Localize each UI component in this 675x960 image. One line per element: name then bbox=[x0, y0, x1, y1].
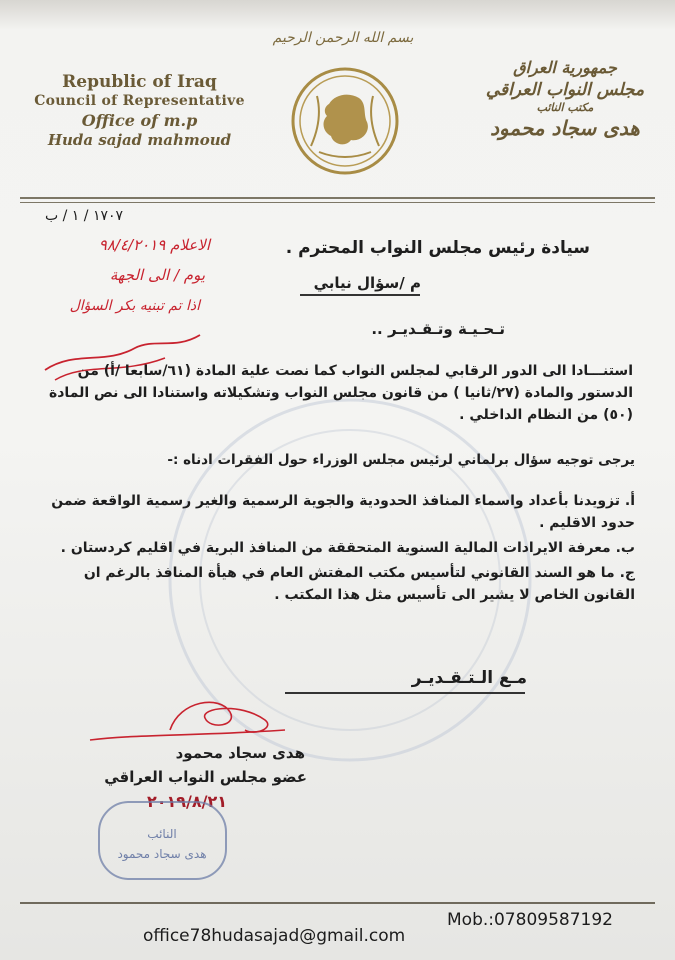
footer-divider bbox=[20, 902, 655, 904]
reference-number: ١٧٠٧ / ١ / ب bbox=[45, 208, 124, 224]
signature-date: ٢٠١٩/٨/٢١ bbox=[146, 792, 227, 811]
annotation-line2: يوم / الى الجهة bbox=[109, 266, 205, 284]
stamp-line2: هدى سجاد محمود bbox=[117, 847, 207, 861]
header-divider-thin bbox=[20, 202, 655, 203]
signer-name: هدى سجاد محمود bbox=[175, 744, 305, 762]
parliament-emblem-icon bbox=[289, 66, 401, 176]
salutation: سيادة رئيس مجلس النواب المحترم . bbox=[285, 238, 590, 258]
greeting: تـحـيـة وتـقـديـر .. bbox=[371, 320, 505, 338]
arabic-letterhead bbox=[485, 58, 645, 141]
subject-underline bbox=[300, 294, 420, 296]
letterhead-office: Office of m.p bbox=[81, 110, 198, 130]
question-items bbox=[35, 490, 635, 610]
letterhead-office-ar: مكتب النائب bbox=[536, 100, 594, 114]
request-line: يرجى توجيه سؤال برلماني لرئيس مجلس الوزراء حول الفقرات ادناه :- bbox=[167, 452, 635, 468]
header-divider bbox=[20, 197, 655, 199]
letterhead-member-ar: هدى سجاد محمود bbox=[490, 116, 640, 141]
question-item-c: ج. ما هو السند القانوني لتأسيس مكتب المفتش العام في هيأة المنافذ بالرغم ان القانون الخاص لا يشير الى تأسيس مثل هذا المكتب . bbox=[83, 565, 635, 604]
subject-line: م /سؤال نيابي bbox=[313, 274, 421, 292]
letterhead-council-ar: مجلس النواب العراقي bbox=[485, 79, 645, 100]
letterhead-member: Huda sajad mahmoud bbox=[47, 130, 232, 149]
email-address: office78hudasajad@gmail.com bbox=[143, 926, 406, 946]
letterhead-country: Republic of Iraq bbox=[62, 72, 217, 92]
english-letterhead bbox=[22, 72, 257, 150]
closing-underline bbox=[285, 692, 525, 694]
annotation-line1: الاعلام ٩٨/٤/٢٠١٩ bbox=[98, 236, 210, 254]
page-shadow bbox=[0, 0, 675, 30]
question-item-a: أ. تزويدنا بأعداد واسماء المنافذ الحدودية والجوية الرسمية والغير رسمية الواقعة ضمن حدود الاقليم . bbox=[51, 493, 635, 532]
intro-paragraph: استنـــادا الى الدور الرقابي لمجلس النواب كما نصت علية المادة (٦١/سابعا /أ) من الدستور والمادة (٢٧/ثانيا ) من قانون مجلس النواب وتشكيلاته واستنادا الى نص المادة (٥٠) من النظام الداخلي . bbox=[48, 363, 633, 424]
official-stamp-icon bbox=[95, 798, 230, 883]
question-item-b: ب. معرفة الايرادات المالية السنوية المتحققة من المنافذ البرية في اقليم كردستان . bbox=[60, 540, 635, 557]
annotation-line3: اذا تم تبنيه بكر السؤال bbox=[69, 298, 200, 314]
letterhead-council: Council of Representative bbox=[34, 93, 245, 110]
basmala: بسم الله الرحمن الرحيم bbox=[272, 30, 414, 46]
stamp-line1: النائب bbox=[147, 827, 177, 841]
signer-title: عضو مجلس النواب العراقي bbox=[104, 768, 307, 786]
phone-number: Mob.:07809587192 bbox=[447, 910, 613, 930]
letterhead-country-ar: جمهورية العراق bbox=[513, 58, 617, 77]
closing: مـع الـتـقـديـر bbox=[411, 668, 527, 688]
